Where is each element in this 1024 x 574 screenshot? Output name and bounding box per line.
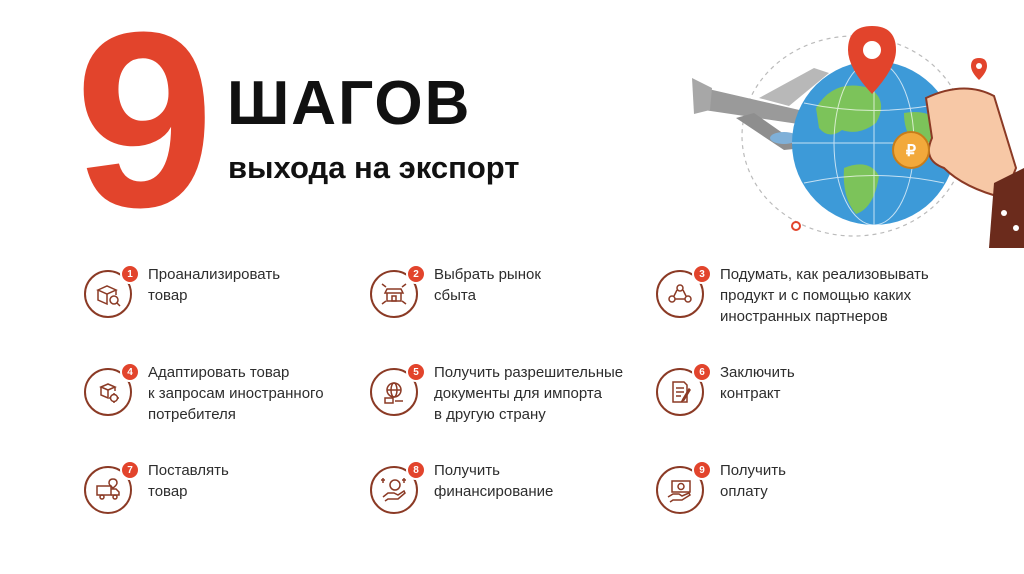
step-label: Подумать, как реализовывать продукт и с помощью каких иностранных партнеров (720, 266, 929, 325)
small-pin-icon (971, 58, 987, 80)
step-7 (84, 462, 384, 536)
step-number-badge: 6 (692, 362, 712, 382)
page-subtitle: выхода на экспорт (228, 150, 520, 185)
step-number-badge: 1 (120, 264, 140, 284)
step-number-badge: 4 (120, 362, 140, 382)
step-2 (370, 266, 670, 340)
step-number-badge: 2 (406, 264, 426, 284)
step-number-badge: 8 (406, 460, 426, 480)
step-number-badge: 5 (406, 362, 426, 382)
page-title: ШАГОВ (227, 69, 472, 138)
step-label: Поставлять товар (148, 462, 229, 500)
step-3 (656, 266, 956, 340)
step-label: Адаптировать товар к запросам иностранного потребителя (148, 364, 324, 423)
step-label: Получить финансирование (434, 462, 554, 500)
step-4 (84, 364, 384, 438)
step-number-badge: 7 (120, 460, 140, 480)
step-number-badge: 9 (692, 460, 712, 480)
step-label: Заключить контракт (720, 364, 795, 402)
step-label: Получить оплату (720, 462, 786, 500)
step-5 (370, 364, 670, 438)
step-6 (656, 364, 956, 438)
step-label: Выбрать рынок сбыта (434, 266, 541, 304)
dot-decoration (792, 222, 800, 230)
svg-text:₽: ₽ (905, 143, 917, 160)
export-globe-illustration (664, 18, 1024, 248)
step-number-badge: 3 (692, 264, 712, 284)
step-count-number: 9 (75, 0, 211, 259)
step-8 (370, 462, 670, 536)
step-label: Получить разрешительные документы для импорта в другую страну (434, 364, 624, 423)
step-9 (656, 462, 956, 536)
step-1 (84, 266, 384, 340)
step-label: Проанализировать товар (148, 266, 281, 304)
